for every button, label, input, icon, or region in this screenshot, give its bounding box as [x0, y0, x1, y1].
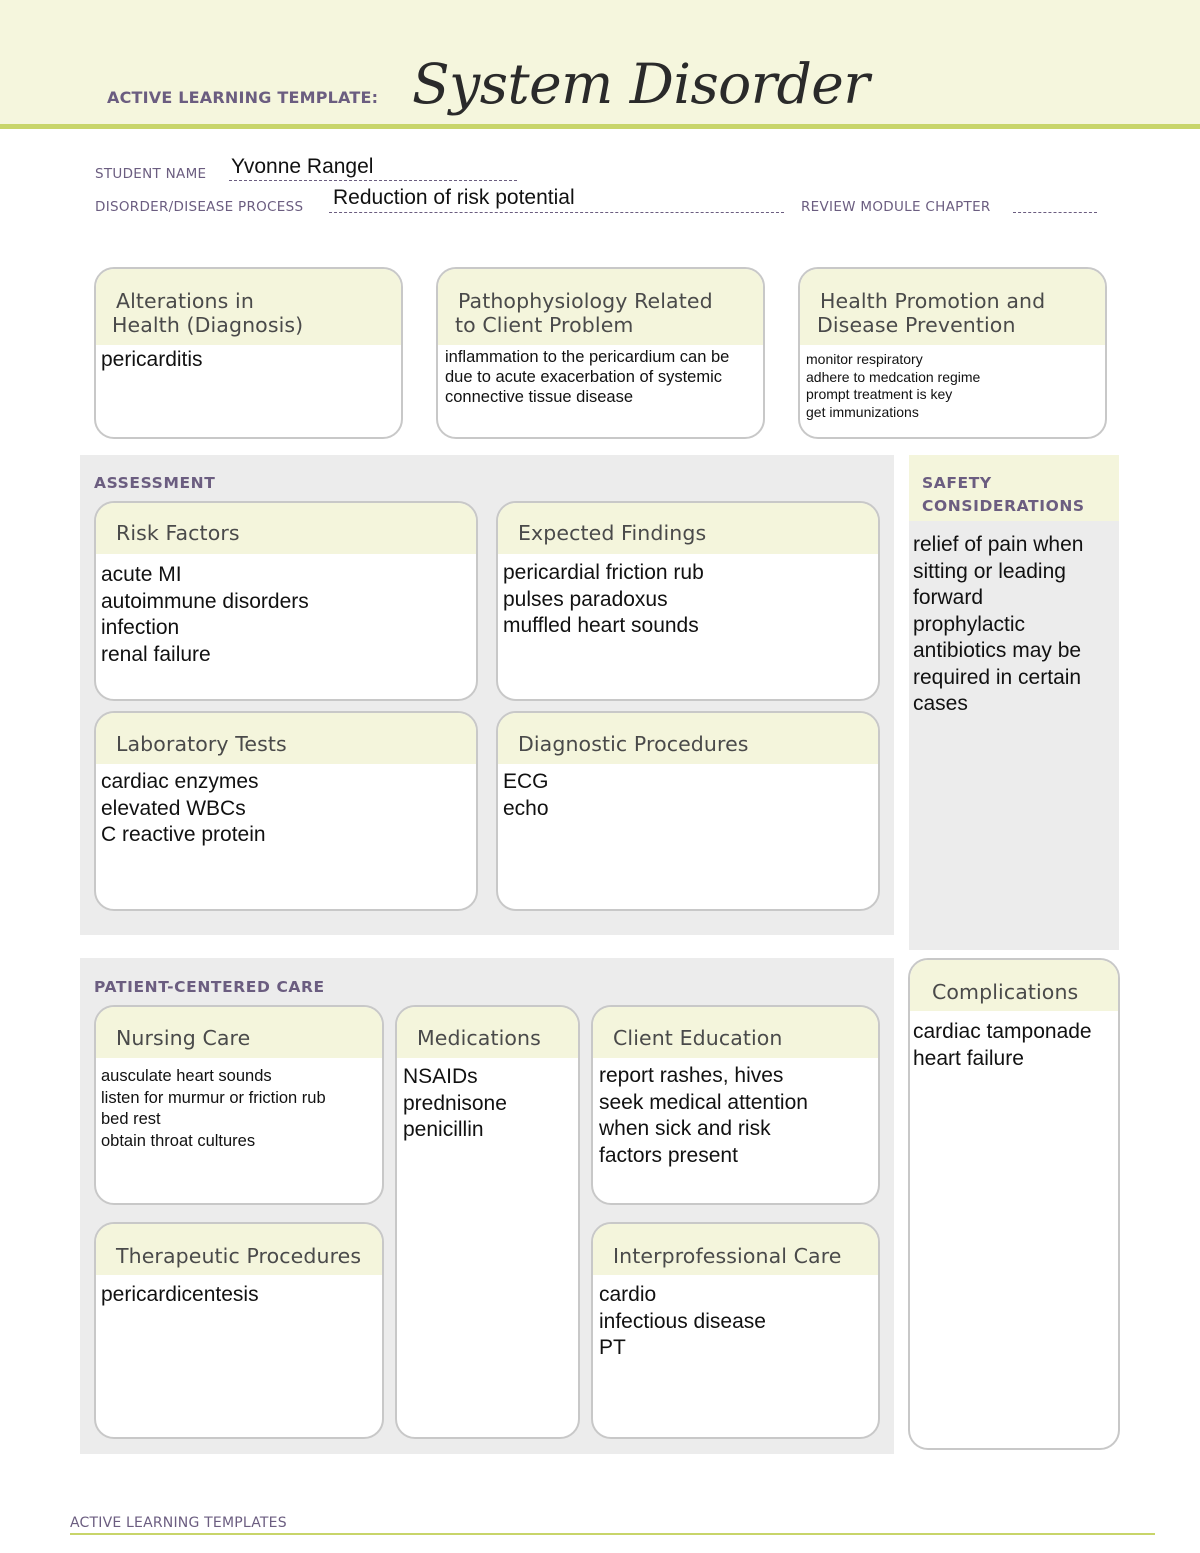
card-header: Client Education [593, 1007, 878, 1058]
footer-divider [70, 1533, 1155, 1535]
content-line: autoimmune disorders [101, 589, 309, 613]
disorder-underline [329, 212, 784, 213]
card-content[interactable] [397, 1058, 578, 1144]
header-divider [0, 124, 1200, 129]
content-line: prednisone [403, 1091, 507, 1115]
card-risk-factors [94, 501, 478, 701]
content-line: required in certain [913, 665, 1082, 689]
card-title: Health Promotion and [820, 289, 1046, 313]
content-line: monitor respiratory [806, 351, 923, 367]
card-complications [908, 958, 1120, 1450]
student-name-label: STUDENT NAME [95, 166, 207, 182]
content-line: due to acute exacerbation of systemic [445, 368, 722, 386]
content-line: cardiac tamponade [913, 1020, 1092, 1043]
content-line: echo [503, 796, 549, 820]
card-nursing-care [94, 1005, 384, 1205]
card-content[interactable] [438, 345, 763, 407]
safety-title [922, 472, 1085, 518]
card-title: Alterations in [116, 289, 254, 313]
card-health-promotion [798, 267, 1107, 439]
card-title: Health (Diagnosis) [112, 313, 304, 337]
student-name-field[interactable]: Yvonne Rangel [231, 155, 374, 178]
card-content[interactable] [593, 1058, 878, 1169]
template-title: System Disorder [412, 52, 870, 116]
card-content[interactable] [96, 554, 476, 668]
content-line: ECG [503, 770, 549, 793]
card-content[interactable] [498, 764, 878, 822]
content-line: relief of pain when [913, 533, 1084, 556]
content-line: factors present [599, 1143, 738, 1167]
card-diagnostic-procedures [496, 711, 880, 911]
card-header: Complications [910, 960, 1118, 1011]
footer-label: ACTIVE LEARNING TEMPLATES [70, 1515, 287, 1531]
safety-content[interactable] [913, 532, 1117, 718]
card-header: Medications [397, 1007, 578, 1058]
content-line: obtain throat cultures [101, 1131, 256, 1150]
card-therapeutic-procedures [94, 1222, 384, 1439]
patient-centered-care-title: PATIENT-CENTERED CARE [94, 978, 325, 996]
card-pathophysiology [436, 267, 765, 439]
disorder-field[interactable]: Reduction of risk potential [333, 186, 575, 209]
card-header [800, 269, 1105, 345]
content-line: seek medical attention [599, 1090, 808, 1114]
content-line: ausculate heart sounds [101, 1067, 272, 1085]
content-line: connective tissue disease [445, 388, 634, 406]
card-header: Diagnostic Procedures [498, 713, 878, 764]
review-chapter-label: REVIEW MODULE CHAPTER [801, 199, 991, 215]
safety-title-line: CONSIDERATIONS [922, 497, 1085, 515]
card-alterations-in-health [94, 267, 403, 439]
card-title: to Client Problem [455, 313, 634, 337]
card-header: Nursing Care [96, 1007, 382, 1058]
content-line: pulses paradoxus [503, 587, 668, 611]
content-line: elevated WBCs [101, 796, 246, 820]
card-client-education [591, 1005, 880, 1205]
content-line: bed rest [101, 1110, 161, 1128]
content-line: C reactive protein [101, 823, 266, 846]
content-line: when sick and risk [599, 1117, 771, 1140]
content-line: inflammation to the pericardium can be [445, 348, 730, 366]
content-line: cardio [599, 1283, 657, 1306]
student-name-underline [229, 180, 517, 181]
card-laboratory-tests [94, 711, 478, 911]
card-content[interactable] [593, 1275, 878, 1362]
card-header [96, 269, 401, 345]
card-header [438, 269, 763, 345]
content-line: PT [599, 1336, 626, 1359]
card-header: Risk Factors [96, 503, 476, 554]
card-expected-findings [496, 501, 880, 701]
content-line: pericarditis [101, 348, 203, 371]
content-line: prompt treatment is key [806, 386, 953, 402]
content-line: antibiotics may be [913, 639, 1082, 662]
content-line: adhere to medcation regime [806, 368, 981, 385]
content-line: NSAIDs [403, 1065, 478, 1088]
card-content[interactable] [96, 345, 401, 374]
content-line: cases [913, 692, 968, 715]
content-line: prophylactic [913, 612, 1026, 636]
content-line: pericardicentesis [101, 1283, 259, 1306]
content-line: forward [913, 586, 984, 609]
card-header: Laboratory Tests [96, 713, 476, 764]
disorder-label: DISORDER/DISEASE PROCESS [95, 199, 304, 215]
card-content[interactable] [800, 345, 1105, 421]
content-line: muffled heart sounds [503, 614, 699, 637]
card-interprofessional-care [591, 1222, 880, 1439]
card-content[interactable] [910, 1011, 1118, 1072]
card-header: Expected Findings [498, 503, 878, 554]
content-line: get immunizations [806, 403, 919, 420]
card-title: Pathophysiology Related [458, 289, 713, 313]
content-line: report rashes, hives [599, 1064, 784, 1087]
card-content[interactable] [498, 554, 878, 640]
content-line: heart failure [913, 1046, 1024, 1070]
content-line: pericardial friction rub [503, 561, 704, 584]
card-medications [395, 1005, 580, 1439]
content-line: cardiac enzymes [101, 770, 259, 793]
content-line: acute MI [101, 563, 182, 586]
content-line: renal failure [101, 642, 211, 666]
card-content[interactable] [96, 1058, 382, 1152]
template-label: ACTIVE LEARNING TEMPLATE: [107, 88, 379, 107]
content-line: sitting or leading [913, 559, 1066, 583]
card-content[interactable] [96, 1275, 382, 1309]
card-header: Therapeutic Procedures [96, 1224, 382, 1275]
content-line: penicillin [403, 1118, 484, 1141]
safety-title-line: SAFETY [922, 474, 992, 492]
content-line: infection [101, 616, 180, 639]
assessment-title: ASSESSMENT [94, 474, 216, 492]
review-chapter-underline [1013, 212, 1097, 213]
card-title: Disease Prevention [817, 313, 1016, 337]
card-content[interactable] [96, 764, 476, 849]
content-line: infectious disease [599, 1309, 766, 1333]
card-header: Interprofessional Care [593, 1224, 878, 1275]
content-line: listen for murmur or friction rub [101, 1088, 326, 1107]
